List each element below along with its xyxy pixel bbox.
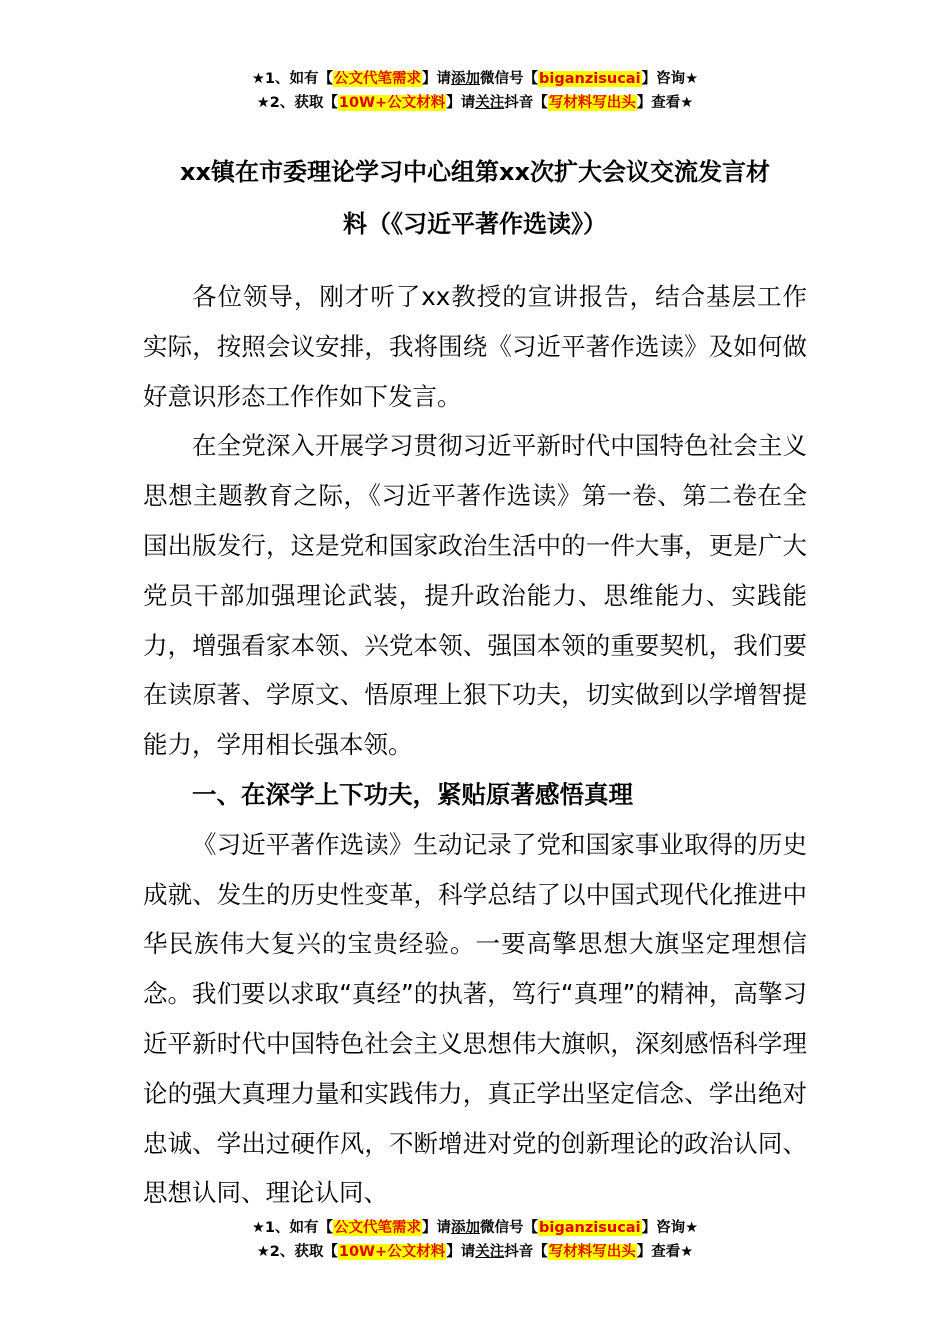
banner-text: 】请: [446, 95, 476, 111]
banner-text: 】请: [422, 1220, 452, 1236]
banner-text: 】查看★: [636, 1244, 694, 1260]
paragraph: 各位领导，刚才听了xx教授的宣讲报告，结合基层工作实际，按照会议安排，我将围绕《习近平著作选读》及如何做好意识形态工作作如下发言。: [143, 282, 807, 411]
banner-text: 微信号【: [480, 1220, 539, 1236]
banner-highlight: biganzisucai: [539, 71, 641, 87]
banner-text: 】咨询★: [641, 1220, 699, 1236]
banner-highlight: 公文代笔需求: [334, 1220, 422, 1236]
banner-line-1: [0, 1217, 950, 1241]
banner-text: ★2、获取【: [256, 95, 338, 111]
banner-text: 】查看★: [636, 95, 694, 111]
paragraph: 《习近平著作选读》生动记录了党和国家事业取得的历史成就、发生的历史性变革，科学总结了以中国式现代化推进中华民族伟大复兴的宝贵经验。一要高擎思想大旗坚定理想信念。我们要以求取“真经”的执著，笃行“真理”的精神，高擎习近平新时代中国特色社会主义思想伟大旗帜，深刻感悟科学理论的强大真理力量和实践伟力，真正学出坚定信念、学出绝对忠诚、学出过硬作风，不断增进对党的创新理论的政治认同、思想认同、理论认同、: [143, 829, 807, 1208]
banner-text: 】请: [446, 1244, 476, 1260]
footer-banner: [0, 1217, 950, 1265]
banner-line-2: [0, 92, 950, 116]
banner-text: 微信号【: [480, 71, 539, 87]
banner-highlight: biganzisucai: [539, 1220, 641, 1236]
banner-highlight: 写材料写出头: [548, 1244, 636, 1260]
banner-highlight: 写材料写出头: [548, 95, 636, 111]
banner-highlight: 10W+公文材料: [338, 1244, 446, 1260]
document-body: [143, 272, 807, 1218]
title-line-1: xx镇在市委理论学习中心组第xx次扩大会议交流发言材: [180, 158, 770, 186]
banner-underline: 关注: [475, 95, 505, 111]
banner-text: 抖音【: [504, 95, 548, 111]
title-line-2: 料（《习近平著作选读》）: [343, 210, 607, 238]
banner-line-2: [0, 1241, 950, 1265]
banner-text: ★1、如有【: [251, 1220, 334, 1236]
banner-text: 抖音【: [504, 1244, 548, 1260]
banner-highlight: 10W+公文材料: [338, 95, 446, 111]
banner-underline: 添加: [451, 71, 481, 87]
banner-underline: 添加: [451, 1220, 481, 1236]
banner-text: ★1、如有【: [251, 71, 334, 87]
banner-line-1: [0, 68, 950, 92]
paragraph: 在全党深入开展学习贯彻习近平新时代中国特色社会主义思想主题教育之际，《习近平著作选读》第一卷、第二卷在全国出版发行，这是党和国家政治生活中的一件大事，更是广大党员干部加强理论武装，提升政治能力、思维能力、实践能力，增强看家本领、兴党本领、强国本领的重要契机，我们要在读原著、学原文、悟原理上狠下功夫，切实做到以学增智提能力，学用相长强本领。: [143, 431, 807, 760]
banner-text: ★2、获取【: [256, 1244, 338, 1260]
banner-underline: 关注: [475, 1244, 505, 1260]
section-heading: 一、在深学上下功夫，紧贴原著感悟真理: [192, 779, 633, 809]
header-banner: [0, 68, 950, 116]
document-title: [140, 146, 810, 250]
banner-text: 】请: [422, 71, 452, 87]
banner-highlight: 公文代笔需求: [334, 71, 422, 87]
banner-text: 】咨询★: [641, 71, 699, 87]
